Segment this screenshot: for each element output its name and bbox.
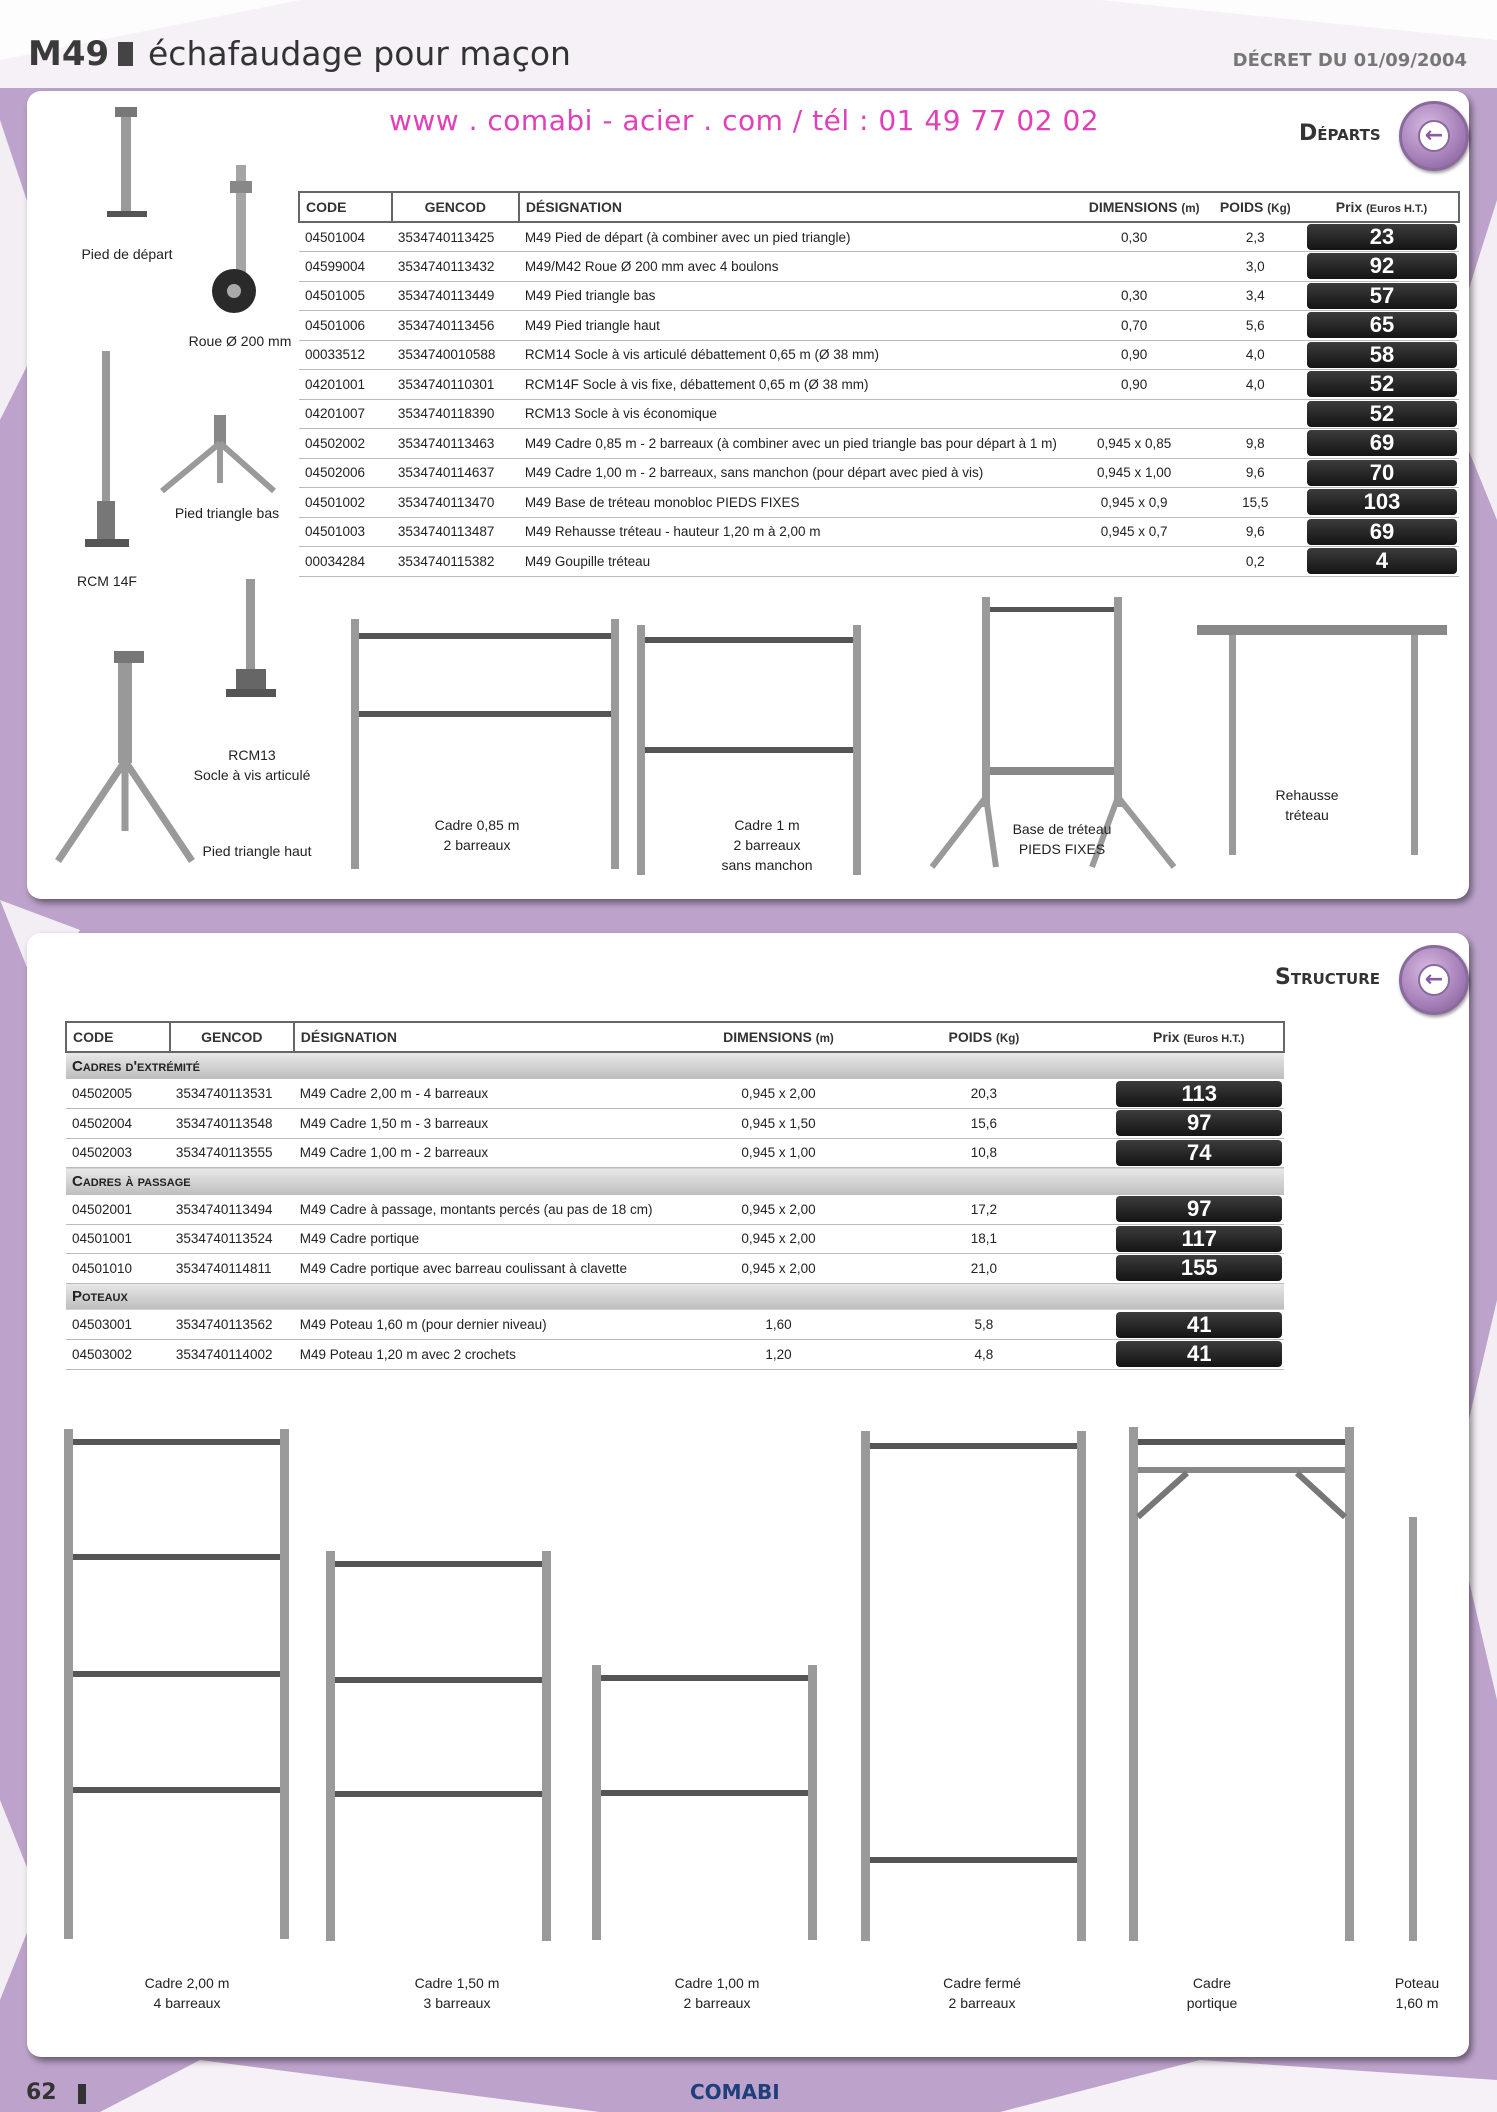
dimensions-cell: 0,945 x 1,50 [704, 1109, 854, 1139]
footer-marker [78, 2084, 86, 2104]
gencod-cell: 3534740113432 [392, 252, 519, 282]
code-cell: 04201001 [299, 370, 392, 400]
caption-cadre-2m: Cadre 2,00 m [144, 1975, 230, 1991]
dimensions-cell: 0,945 x 1,00 [1063, 458, 1206, 488]
caption-base-treteau-sub: PIEDS FIXES [1018, 841, 1106, 857]
header-separator [118, 42, 133, 66]
designation-cell: M49 Rehausse tréteau - hauteur 1,20 m à 2,00 m [519, 517, 1063, 547]
table-row[interactable] [66, 1138, 1284, 1168]
cadre-2m-image [62, 1429, 292, 1939]
category-title: Cadres à passage [66, 1168, 1114, 1195]
price-badge: 70 [1307, 460, 1457, 486]
section-title-structure: Structure [1275, 965, 1381, 990]
poids-cell: 15,5 [1205, 488, 1305, 518]
price-cell [1305, 429, 1459, 459]
col-poids: POIDS [948, 1029, 993, 1045]
table-row[interactable] [299, 311, 1459, 341]
designation-cell: M49 Cadre 0,85 m - 2 barreaux (à combiner avec un pied triangle bas pour départ à 1 m) [519, 429, 1063, 459]
col-gencod: GENCOD [201, 1029, 263, 1045]
caption-roue: Roue Ø 200 mm [188, 333, 292, 349]
dimensions-cell: 0,945 x 2,00 [704, 1254, 854, 1284]
designation-cell: M49 Cadre 2,00 m - 4 barreaux [294, 1079, 704, 1109]
poids-cell: 4,0 [1205, 370, 1305, 400]
cadre-150-image [324, 1551, 554, 1941]
gencod-cell: 3534740115382 [392, 547, 519, 577]
table-row[interactable] [66, 1195, 1284, 1225]
price-badge: 65 [1307, 312, 1457, 338]
dimensions-cell: 0,945 x 0,9 [1063, 488, 1206, 518]
code-cell: 04501010 [66, 1254, 170, 1284]
poids-cell: 5,8 [853, 1310, 1114, 1340]
price-cell [1305, 488, 1459, 518]
designation-cell: RCM14F Socle à vis fixe, débattement 0,65 m (Ø 38 mm) [519, 370, 1063, 400]
code-cell: 04501003 [299, 517, 392, 547]
price-badge: 41 [1116, 1341, 1282, 1367]
price-cell [1114, 1138, 1284, 1168]
caption-cadre-100: Cadre 1,00 m [674, 1975, 760, 1991]
designation-cell: M49 Cadre 1,00 m - 2 barreaux [294, 1138, 704, 1168]
col-code: CODE [73, 1029, 114, 1045]
caption-pied-triangle-bas: Pied triangle bas [174, 505, 280, 521]
category-title: Poteaux [66, 1283, 1114, 1310]
caption-cadre-1m: Cadre 1 m [734, 817, 800, 833]
gencod-cell: 3534740118390 [392, 399, 519, 429]
table-row[interactable] [299, 281, 1459, 311]
caption-pied-triangle-haut: Pied triangle haut [202, 843, 312, 859]
code-cell: 04502002 [299, 429, 392, 459]
code-cell: 04501005 [299, 281, 392, 311]
price-cell [1305, 370, 1459, 400]
table-row[interactable] [66, 1079, 1284, 1109]
dimensions-cell [1063, 399, 1206, 429]
dimensions-cell: 0,90 [1063, 370, 1206, 400]
table-header-row [299, 192, 1459, 222]
pied-triangle-bas-image [152, 413, 282, 503]
table-row[interactable] [299, 547, 1459, 577]
col-gencod: GENCOD [424, 199, 487, 215]
price-cell [1305, 399, 1459, 429]
category-row [66, 1283, 1284, 1310]
gencod-cell: 3534740113548 [170, 1109, 294, 1139]
dimensions-cell: 0,30 [1063, 281, 1206, 311]
col-prix-unit: (Euros H.T.) [1366, 203, 1428, 215]
departs-table-body [299, 222, 1459, 576]
gencod-cell: 3534740114002 [170, 1340, 294, 1370]
table-row[interactable] [299, 429, 1459, 459]
price-cell [1305, 458, 1459, 488]
cadre-100-image [590, 1665, 820, 1940]
designation-cell: M49 Cadre 1,00 m - 2 barreaux, sans manchon (pour départ avec pied à vis) [519, 458, 1063, 488]
col-poids: POIDS [1219, 199, 1264, 215]
code-cell: 04501001 [66, 1224, 170, 1254]
dimensions-cell: 0,945 x 2,00 [704, 1224, 854, 1254]
col-prix-unit: (Euros H.T.) [1183, 1033, 1245, 1045]
dimensions-cell [1063, 252, 1206, 282]
col-poids-unit: (Kg) [995, 1032, 1020, 1045]
designation-cell: M49 Pied triangle haut [519, 311, 1063, 341]
caption-poteau-sub: 1,60 m [1395, 1995, 1439, 2011]
col-dimensions-unit: (m) [815, 1032, 834, 1045]
caption-rcm13: RCM13 [228, 747, 276, 763]
price-cell [1305, 547, 1459, 577]
price-cell [1114, 1224, 1284, 1254]
price-badge: 92 [1307, 253, 1457, 279]
price-badge: 69 [1307, 430, 1457, 456]
departs-panel [27, 91, 1469, 899]
caption-poteau: Poteau [1394, 1975, 1440, 1991]
caption-rehausse: Rehausse [1275, 787, 1339, 803]
price-cell [1114, 1195, 1284, 1225]
designation-cell: M49 Cadre portique [294, 1224, 704, 1254]
price-cell [1305, 281, 1459, 311]
caption-pied-depart: Pied de départ [81, 246, 173, 262]
designation-cell: M49 Poteau 1,60 m (pour dernier niveau) [294, 1310, 704, 1340]
poids-cell [1205, 399, 1305, 429]
price-badge: 113 [1116, 1081, 1282, 1107]
rcm13-image [212, 579, 292, 709]
gencod-cell: 3534740113562 [170, 1310, 294, 1340]
gencod-cell: 3534740113494 [170, 1195, 294, 1225]
designation-cell: M49 Goupille tréteau [519, 547, 1063, 577]
brand-logo: COMABI [690, 2080, 780, 2104]
category-title: Cadres d'extrémité [66, 1052, 1114, 1079]
price-badge: 117 [1116, 1226, 1282, 1252]
price-badge: 74 [1116, 1140, 1282, 1166]
table-row[interactable] [66, 1254, 1284, 1284]
table-row[interactable] [66, 1224, 1284, 1254]
pied-depart-image [87, 105, 167, 235]
poids-cell: 18,1 [853, 1224, 1114, 1254]
designation-cell: M49 Poteau 1,20 m avec 2 crochets [294, 1340, 704, 1370]
dimensions-cell: 0,90 [1063, 340, 1206, 370]
price-badge: 4 [1307, 548, 1457, 574]
poids-cell: 2,3 [1205, 222, 1305, 252]
page-title: échafaudage pour maçon [148, 34, 571, 73]
poids-cell: 3,4 [1205, 281, 1305, 311]
gencod-cell: 3534740113463 [392, 429, 519, 459]
col-dimensions: DIMENSIONS [1088, 199, 1178, 215]
gencod-cell: 3534740114811 [170, 1254, 294, 1284]
poids-cell: 9,6 [1205, 517, 1305, 547]
dimensions-cell: 0,945 x 0,85 [1063, 429, 1206, 459]
caption-cadre-portique-sub: portique [1186, 1995, 1238, 2011]
code-cell: 04502003 [66, 1138, 170, 1168]
gencod-cell: 3534740114637 [392, 458, 519, 488]
designation-cell: RCM14 Socle à vis articulé débattement 0,65 m (Ø 38 mm) [519, 340, 1063, 370]
gencod-cell: 3534740010588 [392, 340, 519, 370]
designation-cell: M49 Cadre portique avec barreau coulissant à clavette [294, 1254, 704, 1284]
table-row[interactable] [66, 1310, 1284, 1340]
designation-cell: M49 Cadre à passage, montants percés (au pas de 18 cm) [294, 1195, 704, 1225]
structure-panel [27, 933, 1469, 2057]
dimensions-cell [1063, 547, 1206, 577]
price-badge: 97 [1116, 1110, 1282, 1136]
code-cell: 04503001 [66, 1310, 170, 1340]
code-cell: 04501004 [299, 222, 392, 252]
col-code: CODE [306, 199, 347, 215]
page-header [0, 0, 1497, 86]
price-badge: 23 [1307, 224, 1457, 250]
price-cell [1305, 517, 1459, 547]
poids-cell: 15,6 [853, 1109, 1114, 1139]
category-spacer [1114, 1168, 1284, 1195]
gencod-cell: 3534740113487 [392, 517, 519, 547]
table-row[interactable] [299, 370, 1459, 400]
poteau-image [1405, 1517, 1421, 1941]
col-designation: DÉSIGNATION [525, 199, 623, 215]
table-header-row [66, 1022, 1284, 1052]
poids-cell: 4,8 [853, 1340, 1114, 1370]
dimensions-cell: 1,60 [704, 1310, 854, 1340]
price-cell [1305, 340, 1459, 370]
col-dimensions: DIMENSIONS [723, 1029, 812, 1045]
price-badge: 41 [1116, 1312, 1282, 1338]
poids-cell: 0,2 [1205, 547, 1305, 577]
category-spacer [1114, 1052, 1284, 1079]
price-badge: 155 [1116, 1255, 1282, 1281]
table-row[interactable] [299, 517, 1459, 547]
col-dimensions-unit: (m) [1181, 202, 1200, 215]
gencod-cell: 3534740113531 [170, 1079, 294, 1109]
roue-image [192, 161, 282, 321]
designation-cell: M49 Base de tréteau monobloc PIEDS FIXES [519, 488, 1063, 518]
price-badge: 52 [1307, 401, 1457, 427]
category-row [66, 1052, 1284, 1079]
poids-cell: 10,8 [853, 1138, 1114, 1168]
price-badge: 58 [1307, 342, 1457, 368]
caption-cadre-1m-sub2: sans manchon [721, 857, 813, 873]
price-badge: 52 [1307, 371, 1457, 397]
code-cell: 04501006 [299, 311, 392, 341]
caption-cadre-150-sub: 3 barreaux [423, 1995, 491, 2011]
caption-cadre-085-sub: 2 barreaux [443, 837, 511, 853]
gencod-cell: 3534740113555 [170, 1138, 294, 1168]
price-cell [1305, 311, 1459, 341]
caption-cadre-150: Cadre 1,50 m [414, 1975, 500, 1991]
designation-cell: M49 Cadre 1,50 m - 3 barreaux [294, 1109, 704, 1139]
poids-cell: 17,2 [853, 1195, 1114, 1225]
caption-rcm13-sub: Socle à vis articulé [193, 767, 311, 783]
section-title-departs: Départs [1299, 121, 1381, 146]
caption-cadre-ferme-sub: 2 barreaux [948, 1995, 1016, 2011]
caption-rehausse-sub: tréteau [1285, 807, 1329, 823]
col-poids-unit: (Kg) [1267, 202, 1291, 215]
price-cell [1305, 222, 1459, 252]
price-cell [1114, 1079, 1284, 1109]
poids-cell: 3,0 [1205, 252, 1305, 282]
page-number: 62 [26, 2080, 57, 2105]
table-row[interactable] [66, 1109, 1284, 1139]
poids-cell: 21,0 [853, 1254, 1114, 1284]
price-cell [1114, 1340, 1284, 1370]
table-row[interactable] [299, 222, 1459, 252]
code-cell: 04502006 [299, 458, 392, 488]
category-row [66, 1168, 1284, 1195]
poids-cell: 4,0 [1205, 340, 1305, 370]
col-prix: Prix [1152, 1029, 1180, 1045]
poids-cell: 5,6 [1205, 311, 1305, 341]
poids-cell: 20,3 [853, 1079, 1114, 1109]
category-spacer [1114, 1283, 1284, 1310]
code-cell: 04503002 [66, 1340, 170, 1370]
caption-rcm14f: RCM 14F [77, 573, 137, 589]
caption-cadre-ferme: Cadre fermé [943, 1975, 1021, 1991]
table-row[interactable] [299, 458, 1459, 488]
code-cell: 00034284 [299, 547, 392, 577]
caption-cadre-portique: Cadre [1192, 1975, 1232, 1991]
arrow-left-icon: ← [1418, 120, 1450, 152]
structure-table-body [66, 1052, 1284, 1369]
price-cell [1114, 1310, 1284, 1340]
col-prix: Prix [1335, 199, 1363, 215]
code-cell: 04502001 [66, 1195, 170, 1225]
rcm14f-image [75, 351, 145, 561]
code-cell: 04599004 [299, 252, 392, 282]
poids-cell: 9,6 [1205, 458, 1305, 488]
price-cell [1305, 252, 1459, 282]
gencod-cell: 3534740113456 [392, 311, 519, 341]
gencod-cell: 3534740113470 [392, 488, 519, 518]
dimensions-cell: 1,20 [704, 1340, 854, 1370]
poids-cell: 9,8 [1205, 429, 1305, 459]
caption-cadre-100-sub: 2 barreaux [683, 1995, 751, 2011]
table-row[interactable] [299, 252, 1459, 282]
departs-table [298, 191, 1460, 577]
price-badge: 103 [1307, 489, 1457, 515]
gencod-cell: 3534740110301 [392, 370, 519, 400]
model-label: M49 [28, 34, 110, 74]
table-row[interactable] [299, 488, 1459, 518]
website-contact[interactable]: www . comabi - acier . com / tél : 01 49 77 02 02 [389, 104, 1100, 137]
dimensions-cell: 0,30 [1063, 222, 1206, 252]
arrow-left-icon: ← [1418, 964, 1450, 996]
gencod-cell: 3534740113425 [392, 222, 519, 252]
back-arrow-button[interactable] [1399, 101, 1469, 171]
back-arrow-button-structure[interactable] [1399, 945, 1469, 1015]
table-row[interactable] [299, 399, 1459, 429]
col-designation: DÉSIGNATION [300, 1029, 397, 1045]
price-badge: 69 [1307, 519, 1457, 545]
caption-cadre-085: Cadre 0,85 m [434, 817, 520, 833]
price-badge: 57 [1307, 283, 1457, 309]
code-cell: 04502005 [66, 1079, 170, 1109]
price-cell [1114, 1254, 1284, 1284]
caption-base-treteau: Base de tréteau [1012, 821, 1112, 837]
decree-label: DÉCRET DU 01/09/2004 [1232, 50, 1467, 71]
designation-cell: M49/M42 Roue Ø 200 mm avec 4 boulons [519, 252, 1063, 282]
code-cell: 04501002 [299, 488, 392, 518]
structure-table [65, 1021, 1285, 1370]
code-cell: 04201007 [299, 399, 392, 429]
dimensions-cell: 0,70 [1063, 311, 1206, 341]
designation-cell: M49 Pied triangle bas [519, 281, 1063, 311]
table-row[interactable] [66, 1340, 1284, 1370]
dimensions-cell: 0,945 x 1,00 [704, 1138, 854, 1168]
pied-triangle-haut-image [52, 651, 192, 871]
designation-cell: M49 Pied de départ (à combiner avec un pied triangle) [519, 222, 1063, 252]
designation-cell: RCM13 Socle à vis économique [519, 399, 1063, 429]
price-badge: 97 [1116, 1196, 1282, 1222]
gencod-cell: 3534740113449 [392, 281, 519, 311]
price-cell [1114, 1109, 1284, 1139]
code-cell: 00033512 [299, 340, 392, 370]
dimensions-cell: 0,945 x 2,00 [704, 1079, 854, 1109]
gencod-cell: 3534740113524 [170, 1224, 294, 1254]
code-cell: 04502004 [66, 1109, 170, 1139]
caption-cadre-1m-sub: 2 barreaux [733, 837, 801, 853]
cadre-ferme-image [859, 1431, 1089, 1941]
dimensions-cell: 0,945 x 2,00 [704, 1195, 854, 1225]
caption-cadre-2m-sub: 4 barreaux [153, 1995, 221, 2011]
table-row[interactable] [299, 340, 1459, 370]
dimensions-cell: 0,945 x 0,7 [1063, 517, 1206, 547]
cadre-portique-image [1127, 1427, 1357, 1941]
